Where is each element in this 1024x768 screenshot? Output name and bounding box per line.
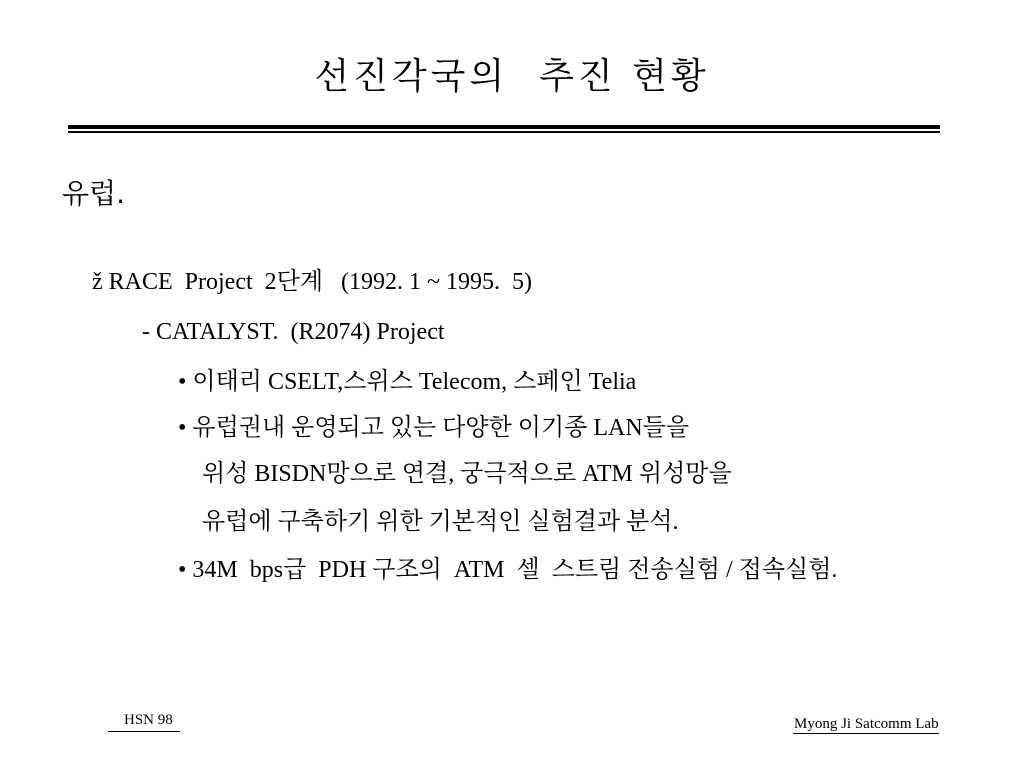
bullet-atm-experiment: • 34M bps급 PDH 구조의 ATM 셀 스트림 전송실험 / 접속실험.: [178, 557, 838, 583]
slide-title: 선진각국의 추진 현황: [314, 56, 710, 97]
footer-underline-right: [793, 733, 939, 734]
bullet-lan-interconnect-cont-2: 유럽에 구축하기 위한 기본적인 실험결과 분석.: [202, 509, 679, 535]
bullet-race-project: ž RACE Project 2단계 (1992. 1 ~ 1995. 5): [92, 269, 532, 295]
bullet-participants: • 이태리 CSELT,스위스 Telecom, 스페인 Telia: [178, 369, 637, 395]
title-divider-thin: [68, 131, 940, 133]
bullet-lan-interconnect: • 유럽권내 운영되고 있는 다양한 이기종 LAN들을: [178, 415, 690, 441]
section-heading: 유럽.: [62, 177, 125, 210]
footer-left-label: HSN 98: [124, 712, 173, 728]
sub-item-catalyst: - CATALYST. (R2074) Project: [142, 319, 445, 345]
bullet-lan-interconnect-cont-1: 위성 BISDN망으로 연결, 궁극적으로 ATM 위성망을: [202, 461, 732, 487]
title-divider-thick: [68, 125, 940, 129]
footer-underline-left: [108, 731, 180, 732]
footer-right-label: Myong Ji Satcomm Lab: [794, 716, 939, 732]
